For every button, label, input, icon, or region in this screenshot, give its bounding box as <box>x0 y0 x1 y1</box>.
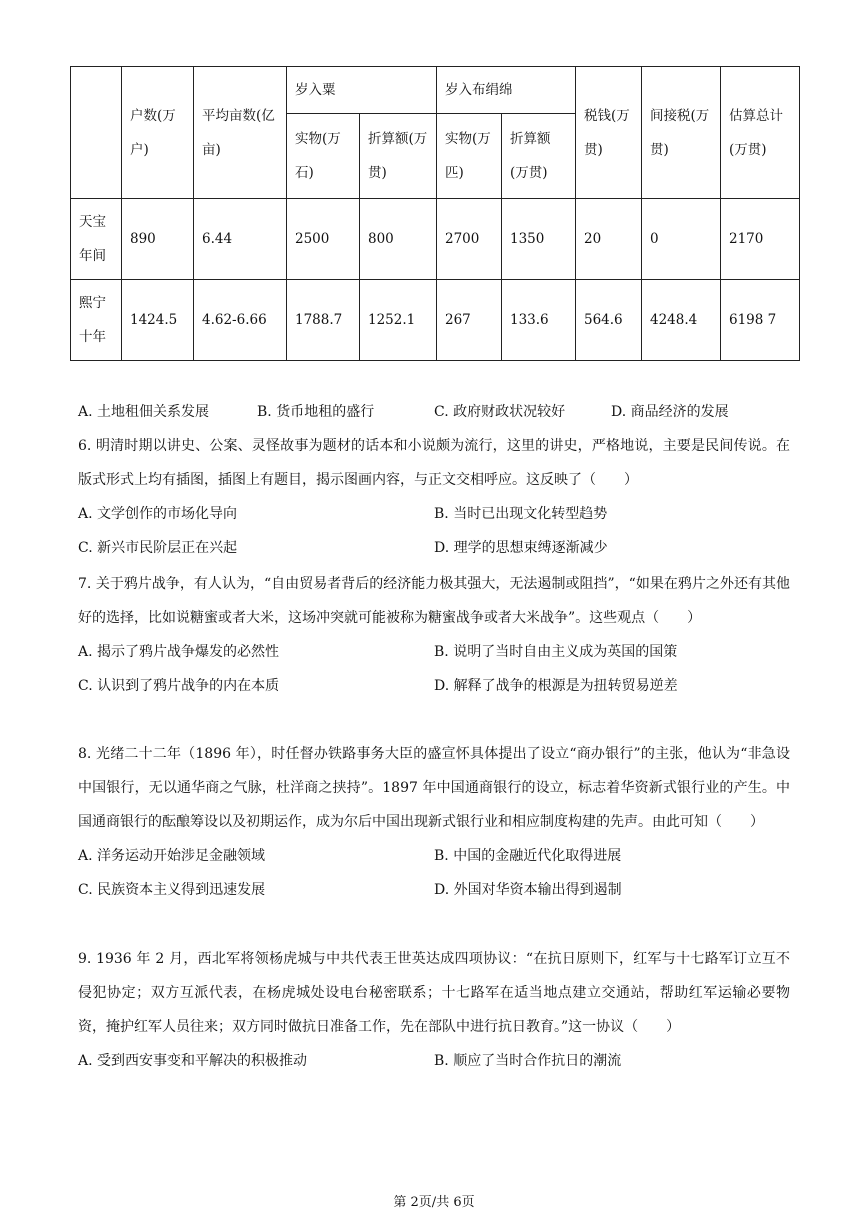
question-stem: 6. 明清时期以讲史、公案、灵怪故事为题材的话本和小说颇为流行，这里的讲史，严格地说，主要是民间传说。在版式形式上均有插图，插图上有题目，揭示图画内容，与正文交相呼应。这反映了（ ） <box>78 438 790 488</box>
page-number: 第 2页/共 6页 <box>393 1195 475 1210</box>
question-6 <box>78 429 790 565</box>
option-d[interactable]: D. 解释了战争的根源是为扭转贸易逆差 <box>434 678 678 694</box>
option-b[interactable]: B. 当时已出现文化转型趋势 <box>434 506 608 522</box>
options-row <box>78 497 790 531</box>
option-a[interactable]: A. 土地租佃关系发展 <box>78 404 210 420</box>
question-stem: 7. 关于鸦片战争，有人认为，“自由贸易者背后的经济能力极其强大，无法遏制或阻挡”，“如果在鸦片之外还有其他好的选择，比如说糖蜜或者大米，这场冲突就可能被称为糖蜜战争或者大米战争”。这些观点（ ） <box>78 576 790 626</box>
cell-indirect-tax: 0 <box>642 199 721 280</box>
cell-cloth-converted: 1350 <box>502 199 576 280</box>
option-c[interactable]: C. 认识到了鸦片战争的内在本质 <box>78 678 280 694</box>
option-a[interactable]: A. 文学创作的市场化导向 <box>78 506 238 522</box>
option-b[interactable]: B. 说明了当时自由主义成为英国的国策 <box>434 644 678 660</box>
cell-total: 6198 7 <box>721 280 800 361</box>
header-households: 户数(万户) <box>122 67 194 199</box>
options-row <box>78 395 790 429</box>
header-cloth-group: 岁入布绢绵 <box>437 67 576 114</box>
option-d[interactable]: D. 商品经济的发展 <box>611 404 729 420</box>
cell-cloth-converted: 133.6 <box>502 280 576 361</box>
option-c[interactable]: C. 政府财政状况较好 <box>434 404 566 420</box>
cell-cloth-physical: 267 <box>437 280 502 361</box>
table-row <box>71 280 800 361</box>
cell-indirect-tax: 4248.4 <box>642 280 721 361</box>
cell-grain-converted: 800 <box>360 199 437 280</box>
option-d[interactable]: D. 外国对华资本输出得到遏制 <box>434 882 622 898</box>
table-row <box>71 199 800 280</box>
header-tax-money: 税钱(万贯) <box>576 67 642 199</box>
cell-avg-field: 6.44 <box>194 199 287 280</box>
cell-avg-field: 4.62-6.66 <box>194 280 287 361</box>
options-row <box>78 669 790 703</box>
header-cloth-physical: 实物(万匹) <box>437 114 502 199</box>
option-c[interactable]: C. 民族资本主义得到迅速发展 <box>78 882 266 898</box>
option-b[interactable]: B. 中国的金融近代化取得进展 <box>434 848 622 864</box>
fiscal-comparison-table <box>70 66 800 361</box>
row-period: 天宝年间 <box>71 199 122 280</box>
question-stem: 8. 光绪二十二年（1896 年），时任督办铁路事务大臣的盛宣怀具体提出了设立“商办银行”的主张，他认为“非急设中国银行，无以通华商之气脉，杜洋商之挟持”。1897 年中国通商银行的设立，标志着华资新式银行业的产生。中国通商银行的酝酿筹设以及初期运作，成为尔后中国出现新式银行业和相应制度构建的先声。由此可知（ ） <box>78 746 790 830</box>
header-total: 估算总计(万贯) <box>721 67 800 199</box>
options-row <box>78 531 790 565</box>
table-header-row <box>71 67 800 114</box>
option-d[interactable]: D. 理学的思想束缚逐渐减少 <box>434 540 608 556</box>
cell-total: 2170 <box>721 199 800 280</box>
option-b[interactable]: B. 顺应了当时合作抗日的潮流 <box>434 1053 622 1069</box>
header-indirect-tax: 间接税(万贯) <box>642 67 721 199</box>
question-stem: 9. 1936 年 2 月，西北军将领杨虎城与中共代表王世英达成四项协议：“在抗日原则下，红军与十七路军订立互不侵犯协定；双方互派代表，在杨虎城处设电台秘密联系；十七路军在适当地点建立交通站，帮助红军运输必要物资，掩护红军人员往来；双方同时做抗日准备工作，先在部队中进行抗日教育。”这一协议（ ） <box>78 951 790 1035</box>
cell-tax-money: 20 <box>576 199 642 280</box>
row-period: 熙宁十年 <box>71 280 122 361</box>
options-row <box>78 873 790 907</box>
cell-grain-physical: 1788.7 <box>287 280 360 361</box>
option-a[interactable]: A. 受到西安事变和平解决的积极推动 <box>78 1053 308 1069</box>
cell-households: 890 <box>122 199 194 280</box>
corner-cell <box>71 67 122 199</box>
options-row <box>78 1044 790 1078</box>
question-8 <box>78 737 790 907</box>
option-b[interactable]: B. 货币地租的盛行 <box>257 404 375 420</box>
cell-grain-physical: 2500 <box>287 199 360 280</box>
cell-households: 1424.5 <box>122 280 194 361</box>
header-grain-physical: 实物(万石) <box>287 114 360 199</box>
option-a[interactable]: A. 洋务运动开始涉足金融领域 <box>78 848 266 864</box>
header-grain-converted: 折算额(万贯) <box>360 114 437 199</box>
question-7 <box>78 567 790 703</box>
options-row <box>78 635 790 669</box>
cell-tax-money: 564.6 <box>576 280 642 361</box>
question-5 <box>78 395 790 429</box>
header-cloth-converted: 折算额(万贯) <box>502 114 576 199</box>
question-9 <box>78 942 790 1078</box>
cell-cloth-physical: 2700 <box>437 199 502 280</box>
header-avg-field: 平均亩数(亿亩) <box>194 67 287 199</box>
options-row <box>78 839 790 873</box>
option-c[interactable]: C. 新兴市民阶层正在兴起 <box>78 540 238 556</box>
cell-grain-converted: 1252.1 <box>360 280 437 361</box>
option-a[interactable]: A. 揭示了鸦片战争爆发的必然性 <box>78 644 280 660</box>
header-grain-group: 岁入粟 <box>287 67 437 114</box>
